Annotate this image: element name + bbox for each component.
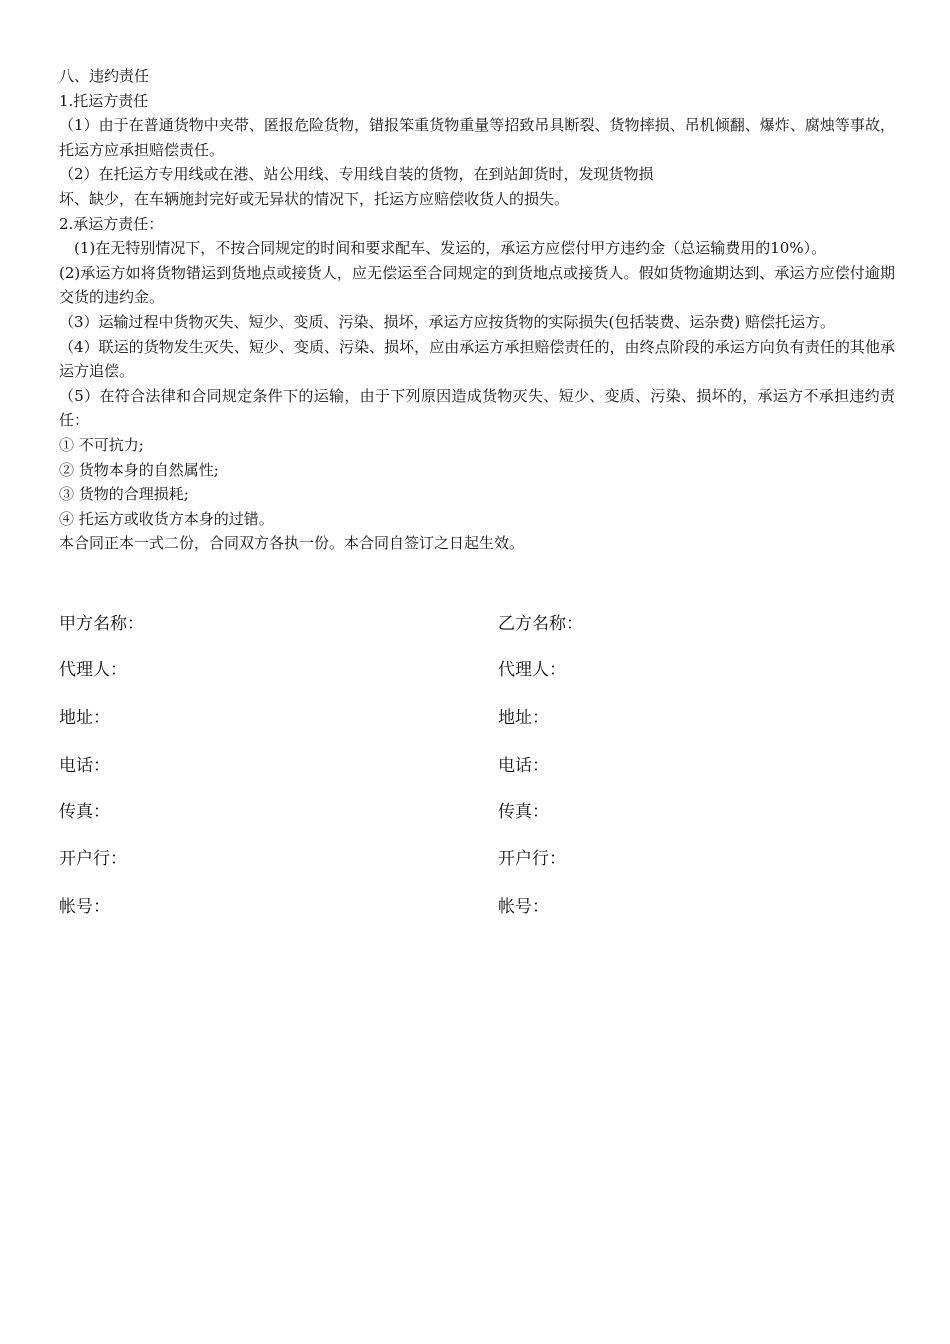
shipper-item-2-continued: 坏、缺少，在车辆施封完好或无异状的情况下，托运方应赔偿收货人的损失。 [59, 189, 570, 208]
exemption-item: ① 不可抗力; [59, 435, 144, 454]
closing-statement: 本合同正本一式二份，合同双方各执一份。本合同自签订之日起生效。 [59, 534, 525, 553]
carrier-item-2: (2)承运方如将货物错运到货地点或接货人，应无偿运至合同规定的到货地点或接货人。假如货物逾期达到、承运方应偿付逾期交货的违约金。 [59, 263, 895, 307]
carrier-item-3: （3）运输过程中货物灭失、短少、变质、污染、损坏，承运方应按货物的实际损失(包括装费、运杂费) 赔偿托运方。 [59, 312, 836, 331]
party-a-agent-label: 代理人： [59, 660, 127, 680]
party-b-address-label: 地址： [498, 708, 549, 728]
party-a-phone-label: 电话： [59, 756, 110, 776]
shipper-liability-title: 1.托运方责任 [59, 91, 149, 110]
carrier-item-5: （5）在符合法律和合同规定条件下的运输，由于下列原因造成货物灭失、短少、变质、污染、损坏的，承运方不承担违约责任： [59, 386, 895, 430]
party-b-account-label: 帐号： [498, 897, 549, 917]
party-b-bank-label: 开户行： [498, 849, 566, 869]
carrier-item-4: （4）联运的货物发生灭失、短少、变质、污染、损坏，应由承运方承担赔偿责任的，由终点阶段的承运方向负有责任的其他承运方追偿。 [59, 337, 895, 381]
party-b-agent-label: 代理人： [498, 660, 566, 680]
party-b-name-label: 乙方名称： [498, 614, 583, 634]
party-a-fax-label: 传真： [59, 802, 110, 822]
party-b-phone-label: 电话： [498, 756, 549, 776]
carrier-liability-title: 2.承运方责任： [59, 214, 164, 233]
exemption-item: ② 货物本身的自然属性; [59, 460, 219, 479]
party-a-account-label: 帐号： [59, 897, 110, 917]
section-heading: 八、违约责任 [59, 67, 150, 85]
breach-of-contract-section [59, 64, 895, 556]
shipper-item-1: （1）由于在普通货物中夹带、匿报危险货物，错报笨重货物重量等招致吊具断裂、货物摔损、吊机倾翻、爆炸、腐烛等事故，托运方应承担赔偿责任。 [59, 116, 895, 159]
party-a-bank-label: 开户行： [59, 849, 127, 869]
exemption-item: ④ 托运方或收货方本身的过错。 [59, 509, 274, 528]
exemption-item: ③ 货物的合理损耗; [59, 485, 189, 504]
shipper-item-2: （2）在托运方专用线或在港、站公用线、专用线自装的货物，在到站卸货时，发现货物损 [59, 165, 654, 184]
carrier-item-1: (1)在无特别情况下，不按合同规定的时间和要求配车、发运的，承运方应偿付甲方违约金（总运输费用的10%）。 [74, 239, 827, 258]
party-b-fax-label: 传真： [498, 802, 549, 822]
party-a-name-label: 甲方名称： [59, 614, 144, 634]
party-a-address-label: 地址： [59, 708, 110, 728]
